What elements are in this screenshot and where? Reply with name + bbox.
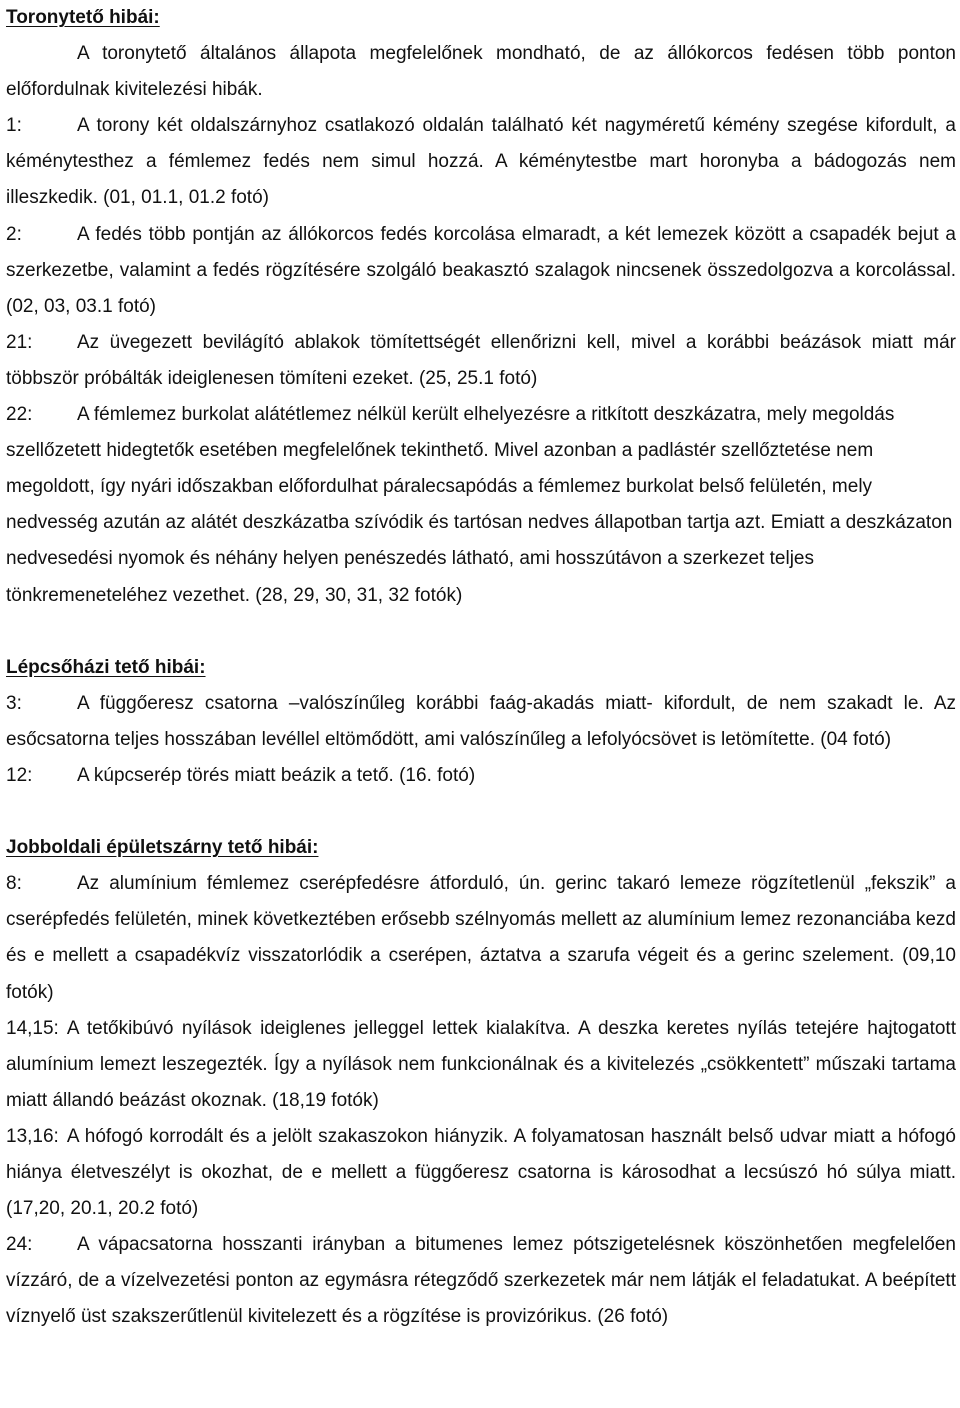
item-label: 12:	[6, 764, 33, 786]
list-item	[6, 758, 956, 794]
section-heading: Lépcsőházi tető hibái:	[6, 656, 206, 678]
item-text: A fémlemez burkolat alátétlemez nélkül került elhelyezésre a ritkított deszkázatra, mely megoldás szellőzetett hidegtetők esetében megfelelőnek tekinthető. Mivel azonban a padlástér szellőztetése nem megoldott, így nyári időszakban előfordulhat páralecsapódás a fémlemez burkolat belső felületén, mely nedvesség azután az alátét deszkázatba szívódik és tartósan nedves állapotban tartja azt. Emiatt a deszkázaton nedvesedési nyomok és néhány helyen penészedés látható, ami hosszútávon a szerkezet teljes tönkremeneteléhez vezethet. (28, 29, 30, 31, 32 fotók)	[6, 404, 953, 606]
list-item	[6, 686, 956, 758]
item-label: 8:	[6, 873, 22, 895]
list-item	[6, 108, 956, 216]
section-spacer	[6, 794, 956, 830]
section-tower-roof	[6, 0, 956, 614]
item-label: 22:	[6, 404, 33, 426]
item-text: A kúpcserép törés miatt beázik a tető. (16. fotó)	[77, 764, 476, 786]
list-item	[6, 397, 956, 614]
item-label: 2:	[6, 223, 22, 245]
item-label: 3:	[6, 692, 22, 714]
list-item	[6, 1227, 956, 1335]
section-staircase-roof	[6, 650, 956, 794]
item-label: 24:	[6, 1234, 33, 1256]
list-item	[6, 217, 956, 325]
list-item	[6, 1119, 956, 1227]
item-text: A hófogó korrodált és a jelölt szakaszokon hiányzik. A folyamatosan használt belső udvar miatt a hófogó hiánya életveszélyt is okozhat, de e mellett a függőeresz csatorna is károsodhat a lecsúszó hó súlya miatt. (17,20, 20.1, 20.2 fotó)	[6, 1125, 956, 1220]
item-label: 1:	[6, 115, 22, 137]
item-text: A tetőkibúvó nyílások ideiglenes jelleggel lettek kialakítva. A deszka keretes nyílás tetejére hajtogatott alumínium lemezt leszegezték. Így a nyílások nem funkcionálnak és a kivitelezés „csökkentett” műszaki tartama miatt állandó beázást okoznak. (18,19 fotók)	[6, 1017, 956, 1111]
item-text: A függőeresz csatorna –valószínűleg korábbi faág-akadás miatt- kifordult, de nem szakadt le. Az esőcsatorna teljes hosszában levéllel eltömődött, ami valószínűleg a lefolyócsövet is letömítette. (04 fotó)	[6, 692, 956, 750]
item-text: A vápacsatorna hosszanti irányban a bitumenes lemez pótszigetelésnek köszönhetően megfelelően vízzáró, de a vízelvezetési ponton az egymásra rétegződő szerkezetek már nem látják el feladatukat. A beépített víznyelő üst szakszerűtlenül kivitelezett és a rögzítése is provizórikus. (26 fotó)	[6, 1234, 956, 1328]
list-item	[6, 866, 956, 1010]
item-text: A torony két oldalszárnyhoz csatlakozó oldalán található két nagyméretű kémény szegése kifordult, a kéménytesthez a fémlemez fedés nem simul hozzá. A kéménytestbe mart horonyba a bádogozás nem illeszkedik. (01, 01.1, 01.2 fotó)	[6, 115, 956, 209]
list-item	[6, 325, 956, 397]
item-label: 21:	[6, 331, 33, 353]
item-label: 14,15:	[6, 1017, 59, 1039]
section-spacer	[6, 614, 956, 650]
item-text: Az üvegezett bevilágító ablakok tömítettségét ellenőrizni kell, mivel a korábbi beázások miatt már többször próbálták ideiglenesen tömíteni ezeket. (25, 25.1 fotó)	[6, 331, 956, 389]
item-text: Az alumínium fémlemez cserépfedésre átforduló, ún. gerinc takaró lemeze rögzítetlenül „fekszik” a cserépfedés felületén, minek következtében erősebb szélnyomás mellett az alumínium lemez rezonanciába kezd és e mellett a csapadékvíz visszatorlódik a cserépen, áztatva a szarufa végeit és a gerinc szelement. (09,10 fotók)	[6, 873, 956, 1003]
section-intro: A toronytető általános állapota megfelelőnek mondható, de az állókorcos fedésen több ponton előfordulnak kivitelezési hibák.	[6, 43, 956, 101]
list-item	[6, 1011, 956, 1119]
item-text: A fedés több pontján az állókorcos fedés korcolása elmaradt, a két lemezek között a csapadék bejut a szerkezetbe, valamint a fedés rögzítésére szolgáló beakasztó szalagok nincsenek összedolgozva a korcolással. (02, 03, 03.1 fotó)	[6, 223, 956, 317]
item-label: 13,16:	[6, 1125, 59, 1147]
section-heading: Jobboldali épületszárny tető hibái:	[6, 837, 319, 859]
section-right-wing-roof	[6, 830, 956, 1335]
section-heading: Toronytető hibái:	[6, 7, 160, 28]
